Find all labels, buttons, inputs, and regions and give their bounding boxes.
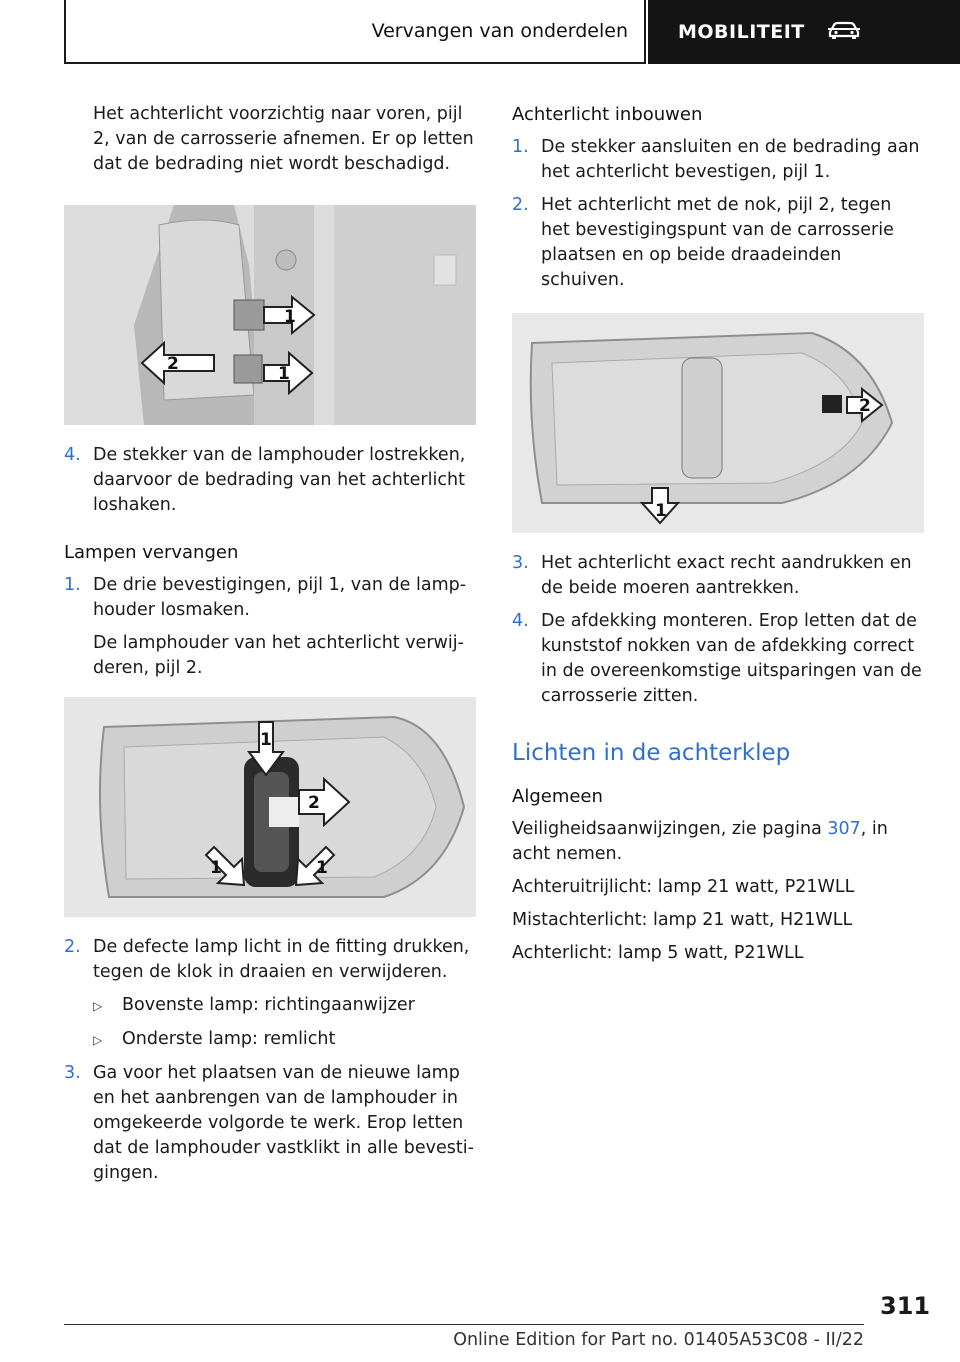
page-link[interactable]: 307 xyxy=(827,819,861,839)
figure-taillight-removal xyxy=(64,205,476,425)
safety-text-after: , in acht nemen. xyxy=(512,819,888,864)
step-text: De stekker aansluiten en de bedrading aan het achterlicht bevestigen, pijl 1. xyxy=(541,137,920,182)
bullet-text: Bovenste lamp: richtingaanwijzer xyxy=(122,995,415,1015)
car-icon xyxy=(827,20,861,45)
step-text: Ga voor het plaatsen van de nieuwe lamp en het aanbrengen van de lamphouder in omgekeerde volgorde te werk. Erop letten dat de lamphouder vastklikt in alle bevestigingen. xyxy=(93,1063,474,1183)
step-text: De defecte lamp licht in de fitting drukken, tegen de klok in draaien en verwijderen. xyxy=(93,937,470,982)
install-step-3 xyxy=(512,551,924,601)
step-number: 4. xyxy=(512,611,529,631)
triangle-bullet-icon: ▷ xyxy=(93,1033,103,1047)
step-number: 2. xyxy=(64,937,81,957)
bullet-item xyxy=(64,1027,476,1053)
section-title: Vervangen van onderdelen xyxy=(64,0,646,64)
spec-fog-light: Mistachterlicht: lamp 21 watt, H21WLL xyxy=(512,910,853,930)
lamp-step-1 xyxy=(64,573,476,623)
subheading-lampen: Lampen vervangen xyxy=(64,542,239,563)
page-header xyxy=(64,0,960,66)
intro-paragraph: Het achterlicht voorzichtig naar voren, pijl 2, van de carrosserie afnemen. Er op letten dat de bedrading niet wordt beschadigd. xyxy=(93,104,474,174)
figure-taillight-install xyxy=(512,313,924,533)
footer-edition: Online Edition for Part no. 01405A53C08 - II/22 xyxy=(453,1330,864,1350)
step-number: 3. xyxy=(512,553,529,573)
install-step-2 xyxy=(512,193,924,293)
section-heading: Lichten in de achterklep xyxy=(512,740,791,766)
step-text: De afdekking monteren. Erop letten dat de kunststof nokken van de afdekking correct in de overeenkomstige uitsparingen van de carrosserie zitten. xyxy=(541,611,922,706)
lamp-step-2 xyxy=(64,935,476,985)
chapter-tab[interactable] xyxy=(648,0,960,64)
fig3-label-1: 1 xyxy=(655,501,667,521)
install-step-1 xyxy=(512,135,924,185)
step-number: 3. xyxy=(64,1063,81,1083)
safety-note xyxy=(512,817,924,867)
lamp-step-3 xyxy=(64,1061,476,1186)
bullet-text: Onderste lamp: remlicht xyxy=(122,1029,336,1049)
fig2-label-1a: 1 xyxy=(260,730,272,750)
safety-text-before: Veiligheidsaanwijzingen, zie pagina xyxy=(512,819,828,839)
subheading-inbouwen: Achterlicht inbouwen xyxy=(512,104,703,125)
step-text: De stekker van de lamphouder lostrekken, daarvoor de bedrading van het achterlicht loshaken. xyxy=(93,445,466,515)
step-4 xyxy=(64,443,476,518)
lamp-step-1-detail: De lamphouder van het achterlicht verwijderen, pijl 2. xyxy=(93,633,464,678)
fig2-label-1b: 1 xyxy=(210,858,222,878)
step-number: 2. xyxy=(512,195,529,215)
right-column xyxy=(512,102,924,974)
fig3-label-2: 2 xyxy=(859,396,871,416)
step-text: Het achterlicht met de nok, pijl 2, tegen het bevestigingspunt van de carrosserie plaatsen en op beide draadeinden schuiven. xyxy=(541,195,894,290)
step-text: De drie bevestigingen, pijl 1, van de lamphouder losmaken. xyxy=(93,575,467,620)
install-step-4 xyxy=(512,609,924,709)
fig1-label-1b: 1 xyxy=(278,364,290,384)
left-column xyxy=(64,102,476,1194)
fig1-label-2: 2 xyxy=(167,354,179,374)
page-number: 311 xyxy=(880,1292,931,1320)
bullet-item xyxy=(64,993,476,1019)
footer-divider xyxy=(64,1324,864,1325)
spec-tail-light: Achterlicht: lamp 5 watt, P21WLL xyxy=(512,943,804,963)
figure-lampholder xyxy=(64,697,476,917)
subheading-algemeen: Algemeen xyxy=(512,786,603,807)
step-number: 4. xyxy=(64,445,81,465)
fig2-label-1c: 1 xyxy=(316,858,328,878)
step-number: 1. xyxy=(512,137,529,157)
triangle-bullet-icon: ▷ xyxy=(93,999,103,1013)
chapter-title: MOBILITEIT xyxy=(678,21,805,43)
fig2-label-2: 2 xyxy=(308,793,320,813)
fig1-label-1a: 1 xyxy=(284,307,296,327)
step-number: 1. xyxy=(64,575,81,595)
step-text: Het achterlicht exact recht aandrukken en de beide moeren aantrekken. xyxy=(541,553,912,598)
spec-reverse-light: Achteruitrijlicht: lamp 21 watt, P21WLL xyxy=(512,877,855,897)
